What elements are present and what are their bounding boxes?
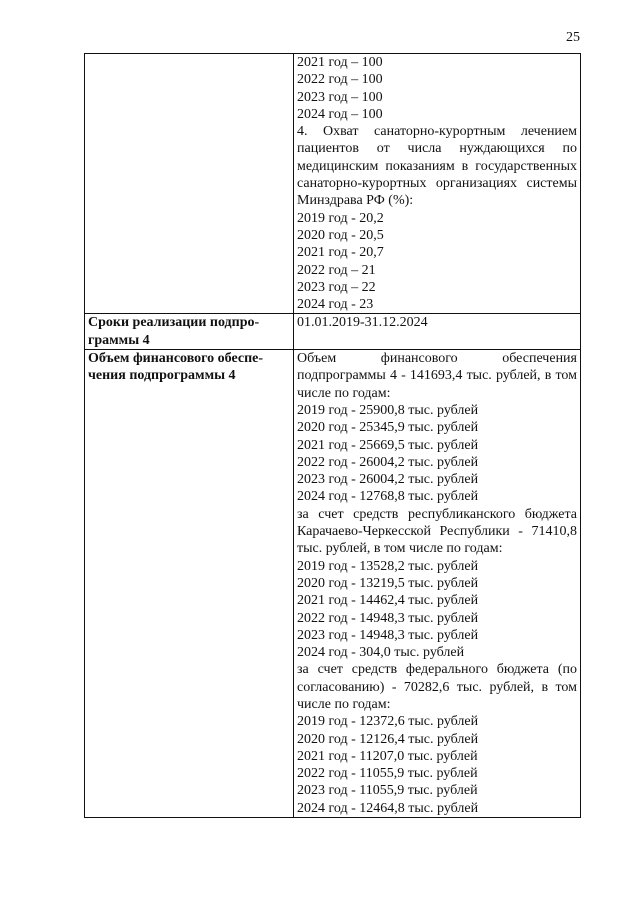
subprogram-passport-table [84,53,581,818]
value-line: 2023 год - 26004,2 тыс. рублей [297,472,479,488]
value-line: 01.01.2019-31.12.2024 [297,315,428,331]
row-value-cell [294,350,581,818]
row-label-cell [85,314,294,350]
value-line: 2023 год – 100 [297,89,383,105]
value-line: 2019 год - 12372,6 тыс. рублей [297,714,479,730]
value-line: 2022 год - 26004,2 тыс. рублей [297,454,479,470]
value-line: 2020 год - 25345,9 тыс. рублей [297,420,479,436]
row-label-line: Объем финансового обеспе- [88,351,264,367]
value-line: 2022 год - 14948,3 тыс. рублей [297,610,479,626]
value-line: 2021 год - 20,7 [297,245,384,261]
row-label-cell [85,350,294,818]
value-paragraph: 4. Охват санаторно-курортным лечением пациентов от числа нуждающихся по медицинским показаниям в государственных санаторно-курортных организациях системы Минздрава РФ (%): [297,124,577,209]
value-line: 2024 год - 304,0 тыс. рублей [297,645,465,661]
value-line: 2019 год - 20,2 [297,210,384,226]
value-line: 2022 год - 11055,9 тыс. рублей [297,766,478,782]
value-line: 2019 год - 25900,8 тыс. рублей [297,402,479,418]
value-line: 2023 год - 14948,3 тыс. рублей [297,627,479,643]
value-paragraph: за счет средств федерального бюджета (по согласованию) - 70282,6 тыс. рублей, в том числе по годам: [297,662,577,712]
value-line: 2022 год – 100 [297,72,383,88]
row-label-cell [85,54,294,314]
value-paragraph: за счет средств республиканского бюджета Карачаево-Черкесской Республики - 71410,8 тыс. рублей, в том числе по годам: [297,506,577,557]
value-line: 2020 год - 12126,4 тыс. рублей [297,731,479,747]
value-line: 2021 год - 11207,0 тыс. рублей [297,748,478,764]
value-line: 2020 год - 20,5 [297,227,384,243]
value-paragraph: Объем финансового обеспечения подпрограммы 4 - 141693,4 тыс. рублей, в том числе по годам: [297,351,577,401]
value-line: 2024 год - 12768,8 тыс. рублей [297,489,479,505]
value-line: 2023 год - 11055,9 тыс. рублей [297,783,478,799]
value-line: 2023 год – 22 [297,279,376,295]
table-row [85,350,581,818]
value-line: 2020 год - 13219,5 тыс. рублей [297,575,479,591]
value-line: 2019 год - 13528,2 тыс. рублей [297,558,479,574]
table-body [85,54,581,818]
row-value-cell [294,54,581,314]
value-line: 2021 год – 100 [297,55,383,70]
value-line: 2024 год – 100 [297,106,383,122]
value-line: 2021 год - 14462,4 тыс. рублей [297,593,479,609]
table-row [85,314,581,350]
value-line: 2022 год – 21 [297,262,376,278]
row-value-cell [294,314,581,350]
value-line: 2024 год - 23 [297,297,374,313]
row-label-line: чения подпрограммы 4 [88,368,236,384]
row-label-line: Сроки реализации подпро- [88,315,260,331]
table-row [85,54,581,314]
row-label-line: граммы 4 [88,332,150,348]
value-line: 2021 год - 25669,5 тыс. рублей [297,437,479,453]
value-line: 2024 год - 12464,8 тыс. рублей [297,800,479,816]
page-number: 25 [566,30,580,45]
